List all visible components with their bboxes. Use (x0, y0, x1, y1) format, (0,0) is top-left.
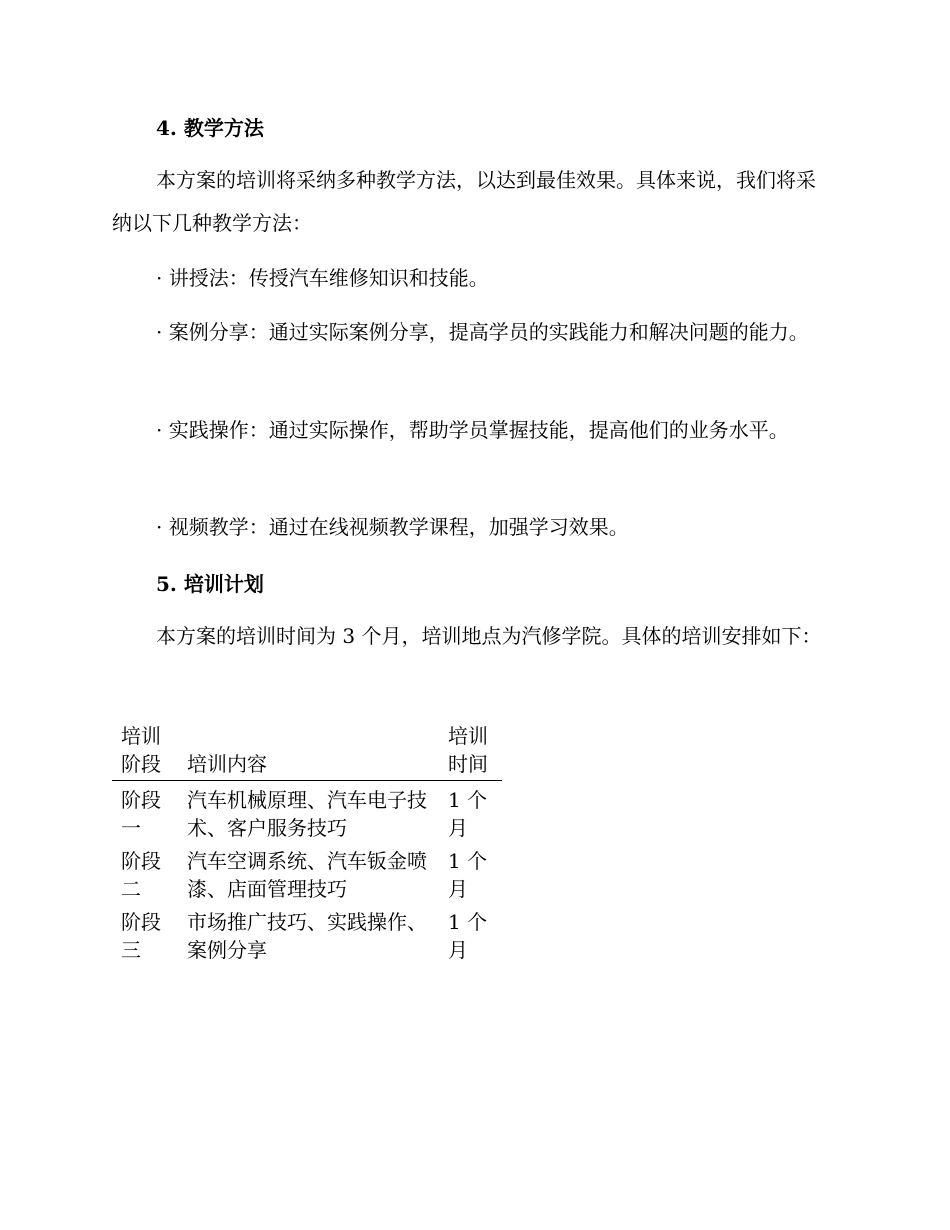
table-row (112, 781, 502, 843)
header-content: 培训内容 (187, 752, 267, 776)
header-stage: 培训阶段 (121, 724, 161, 776)
section-heading-training-plan: 5. 培训计划 (156, 572, 264, 596)
header-duration: 培训时间 (448, 724, 488, 776)
section-heading-teaching-methods: 4. 教学方法 (156, 116, 264, 140)
cell-duration: 1 个月 (448, 849, 488, 901)
table-header-row (112, 722, 502, 781)
table-row (112, 842, 502, 903)
cell-duration: 1 个月 (448, 788, 488, 840)
table-row (112, 903, 502, 964)
teaching-methods-intro: 本方案的培训将采纳多种教学方法，以达到最佳效果。具体来说，我们将采纳以下几种教学方法： (112, 168, 816, 235)
cell-duration: 1 个月 (448, 910, 488, 962)
bullet-practice: · 实践操作：通过实际操作，帮助学员掌握技能，提高他们的业务水平。 (156, 418, 789, 442)
bullet-lecture: · 讲授法：传授汽车维修知识和技能。 (156, 266, 489, 290)
cell-content: 汽车空调系统、汽车钣金喷漆、店面管理技巧 (187, 849, 427, 901)
training-schedule-table (112, 722, 502, 964)
cell-content: 市场推广技巧、实践操作、案例分享 (187, 910, 427, 962)
cell-stage: 阶段二 (121, 849, 161, 901)
cell-stage: 阶段一 (121, 788, 161, 840)
bullet-case-sharing: · 案例分享：通过实际案例分享，提高学员的实践能力和解决问题的能力。 (156, 320, 809, 344)
bullet-video-teaching: · 视频教学：通过在线视频教学课程，加强学习效果。 (156, 515, 629, 539)
cell-stage: 阶段三 (121, 910, 161, 962)
cell-content: 汽车机械原理、汽车电子技术、客户服务技巧 (187, 788, 427, 840)
training-plan-intro: 本方案的培训时间为 3 个月，培训地点为汽修学院。具体的培训安排如下： (156, 624, 822, 648)
